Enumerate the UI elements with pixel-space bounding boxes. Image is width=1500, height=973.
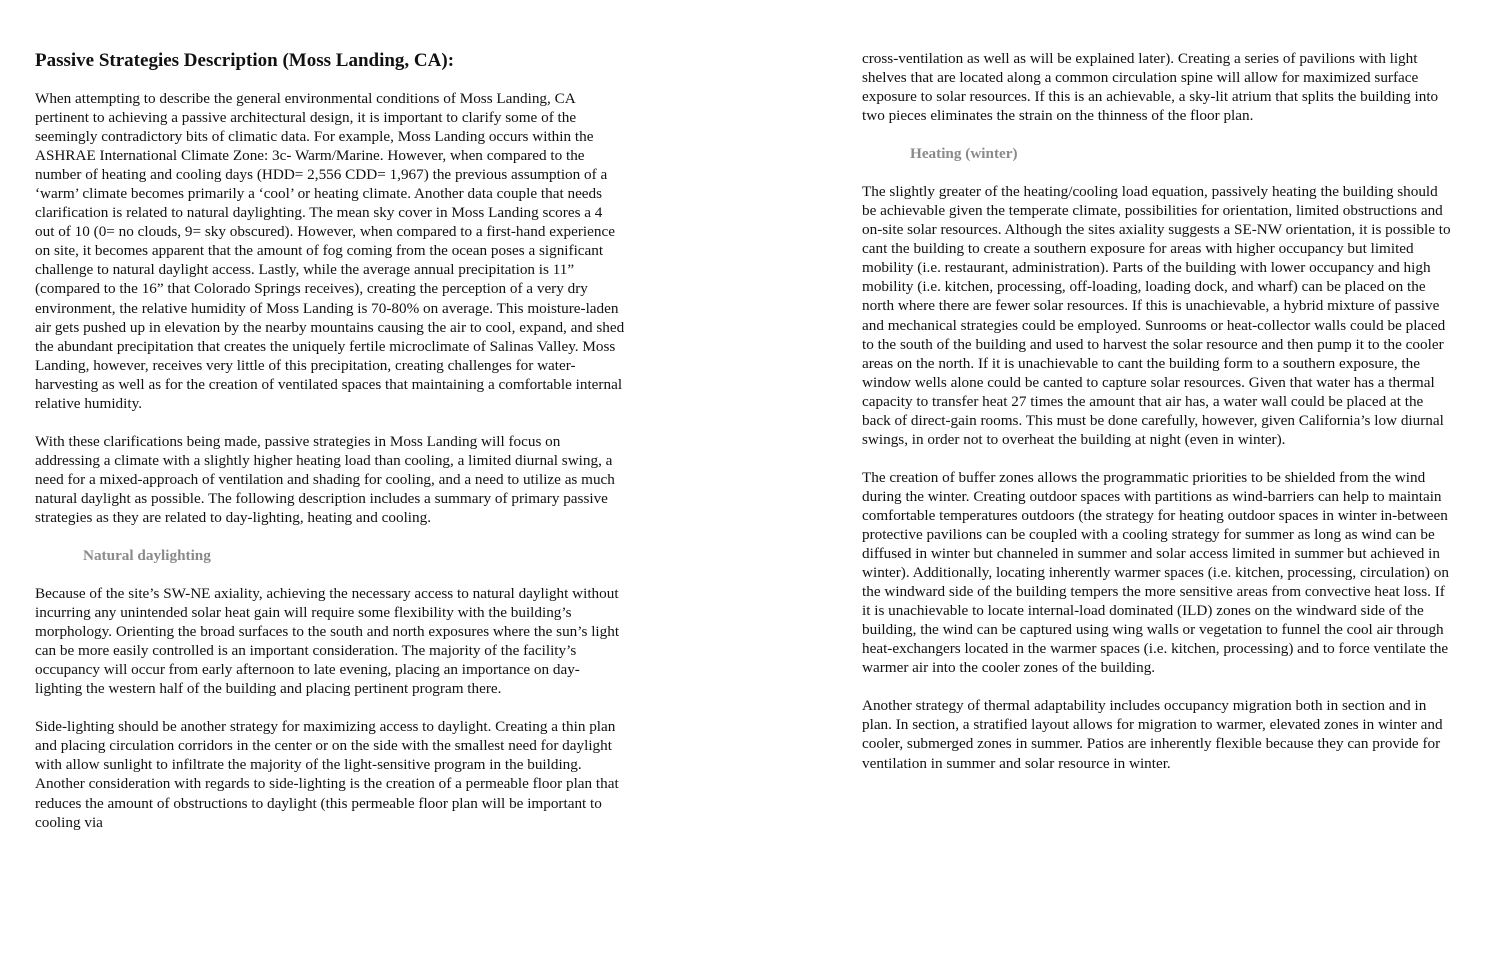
continuation-paragraph: cross-ventilation as well as will be explained later). Creating a series of pavilions with light shelves that are located along a common circulation spine will allow for maximized surface exposure to solar resources. If this is an achievable, a sky-lit atrium that splits the building into two pieces eliminates the strain on the thinness of the floor plan. [862,50,1439,125]
buffer-zones-paragraph: The creation of buffer zones allows the programmatic priorities to be shielded from the wind during the winter. Creating outdoor spaces with partitions as wind-barriers can help to maintain comfortable temperatures outdoors (the strategy for heating outdoor spaces in winter in-between protective pavilions can be coupled with a cooling strategy for summer as long as wind can be diffused in winter but channeled in summer and solar access limited in summer but achieved in winter). Additionally, locating inherently warmer spaces (i.e. kitchen, processing, circulation) on the windward side of the building tempers the more sensitive areas from convective heat loss. If it is unachievable to locate internal-load dominated (ILD) zones on the windward side of the building, the wind can be captured using wing walls or vegetation to funnel the cool air through heat-exchangers located in the warmer spaces (i.e. kitchen, processing) and to force ventilate the warmer air into the cooler zones of the building. [862,468,1449,677]
axiality-paragraph: Because of the site’s SW-NE axiality, achieving the necessary access to natural daylight without incurring any unintended solar heat gain will require some flexibility with the building’s morphology. Orienting the broad surfaces to the south and north exposures where the sun’s light can be more easily controlled is an important consideration. The majority of the facility’s occupancy will occur from early afternoon to late evening, placing an importance on day-lighting the western half of the building and placing pertinent program there. [35,585,620,698]
side-lighting-paragraph: Side-lighting should be another strategy for maximizing access to daylight. Creating a thin plan and placing circulation corridors in the center or on the side with the smallest need for daylight with allow sunlight to infiltrate the majority of the light-sensitive program in the building. Another consideration with regards to side-lighting is the creation of a permeable floor plan that reduces the amount of obstructions to daylight (this permeable floor plan will be important to cooling via [35,718,619,831]
right-page [862,0,1452,973]
clarifications-paragraph: With these clarifications being made, passive strategies in Moss Landing will focus on addressing a climate with a slightly higher heating load than cooling, a limited diurnal swing, a need for a mixed-approach of ventilation and shading for cooling, and a need to utilize as much natural daylight as possible. The following description includes a summary of primary passive strategies as they are related to day-lighting, heating and cooling. [35,432,615,526]
left-page [35,0,625,973]
section-heading-natural-daylighting: Natural daylighting [83,547,211,565]
document-title: Passive Strategies Description (Moss Landing, CA): [35,50,455,71]
heating-paragraph: The slightly greater of the heating/cooling load equation, passively heating the building should be achievable given the temperate climate, possibilities for orientation, limited obstructions and on-site solar resources. Although the sites axiality suggests a SE-NW orientation, it is possible to cant the building to create a southern exposure for areas with higher occupancy but limited mobility (i.e. restaurant, administration). Parts of the building with lower occupancy and high mobility (i.e. kitchen, processing, off-loading, loading dock, and wharf) can be placed on the north where there are fewer solar resources. If this is unachievable, a hybrid mixture of passive and mechanical strategies could be employed. Sunrooms or heat-collector walls could be placed to the south of the building and used to harvest the solar resource and then pump it to the cooler areas on the north. If it is unachievable to cant the building form to a southern exposure, the window wells alone could be canted to capture solar resources. Given that water has a thermal capacity to transfer heat 27 times the amount that air has, a water wall could be placed at the back of direct-gain rooms. This must be done carefully, however, given California’s low diurnal swings, in order not to overheat the building at night (even in winter). [862,183,1451,448]
thermal-adaptability-paragraph: Another strategy of thermal adaptability includes occupancy migration both in section and in plan. In section, a stratified layout allows for migration to warmer, elevated zones in winter and cooler, submerged zones in summer. Patios are inherently flexible because they can provide for ventilation in summer and solar resource in winter. [862,697,1443,772]
intro-paragraph: When attempting to describe the general environmental conditions of Moss Landing, CA pertinent to achieving a passive architectural design, it is important to clarify some of the seemingly contradictory bits of climatic data. For example, Moss Landing occurs within the ASHRAE International Climate Zone: 3c- Warm/Marine. However, when compared to the number of heating and cooling days (HDD= 2,556 CDD= 1,967) the previous assumption of a ‘warm’ climate becomes primarily a ‘cool’ or heating climate. Another data couple that needs clarification is related to natural daylighting. The mean sky cover in Moss Landing scores a 4 out of 10 (0= no clouds, 9= sky obscured). However, when compared to a first-hand experience on site, it becomes apparent that the amount of fog coming from the ocean poses a significant challenge to natural daylight access. Lastly, while the average annual precipitation is 11” (compared to the 16” that Colorado Springs receives), creating the perception of a very dry environment, the relative humidity of Moss Landing is 70-80% on average. This moisture-laden air gets pushed up in elevation by the nearby mountains causing the air to cool, expand, and shed the abundant precipitation that creates the uniquely fertile microclimate of Salinas Valley. Moss Landing, however, receives very little of this precipitation, creating challenges for water-harvesting as well as for the creation of ventilated spaces that maintaining a comfortable internal relative humidity. [35,90,625,412]
section-heading-heating: Heating (winter) [910,145,1018,163]
